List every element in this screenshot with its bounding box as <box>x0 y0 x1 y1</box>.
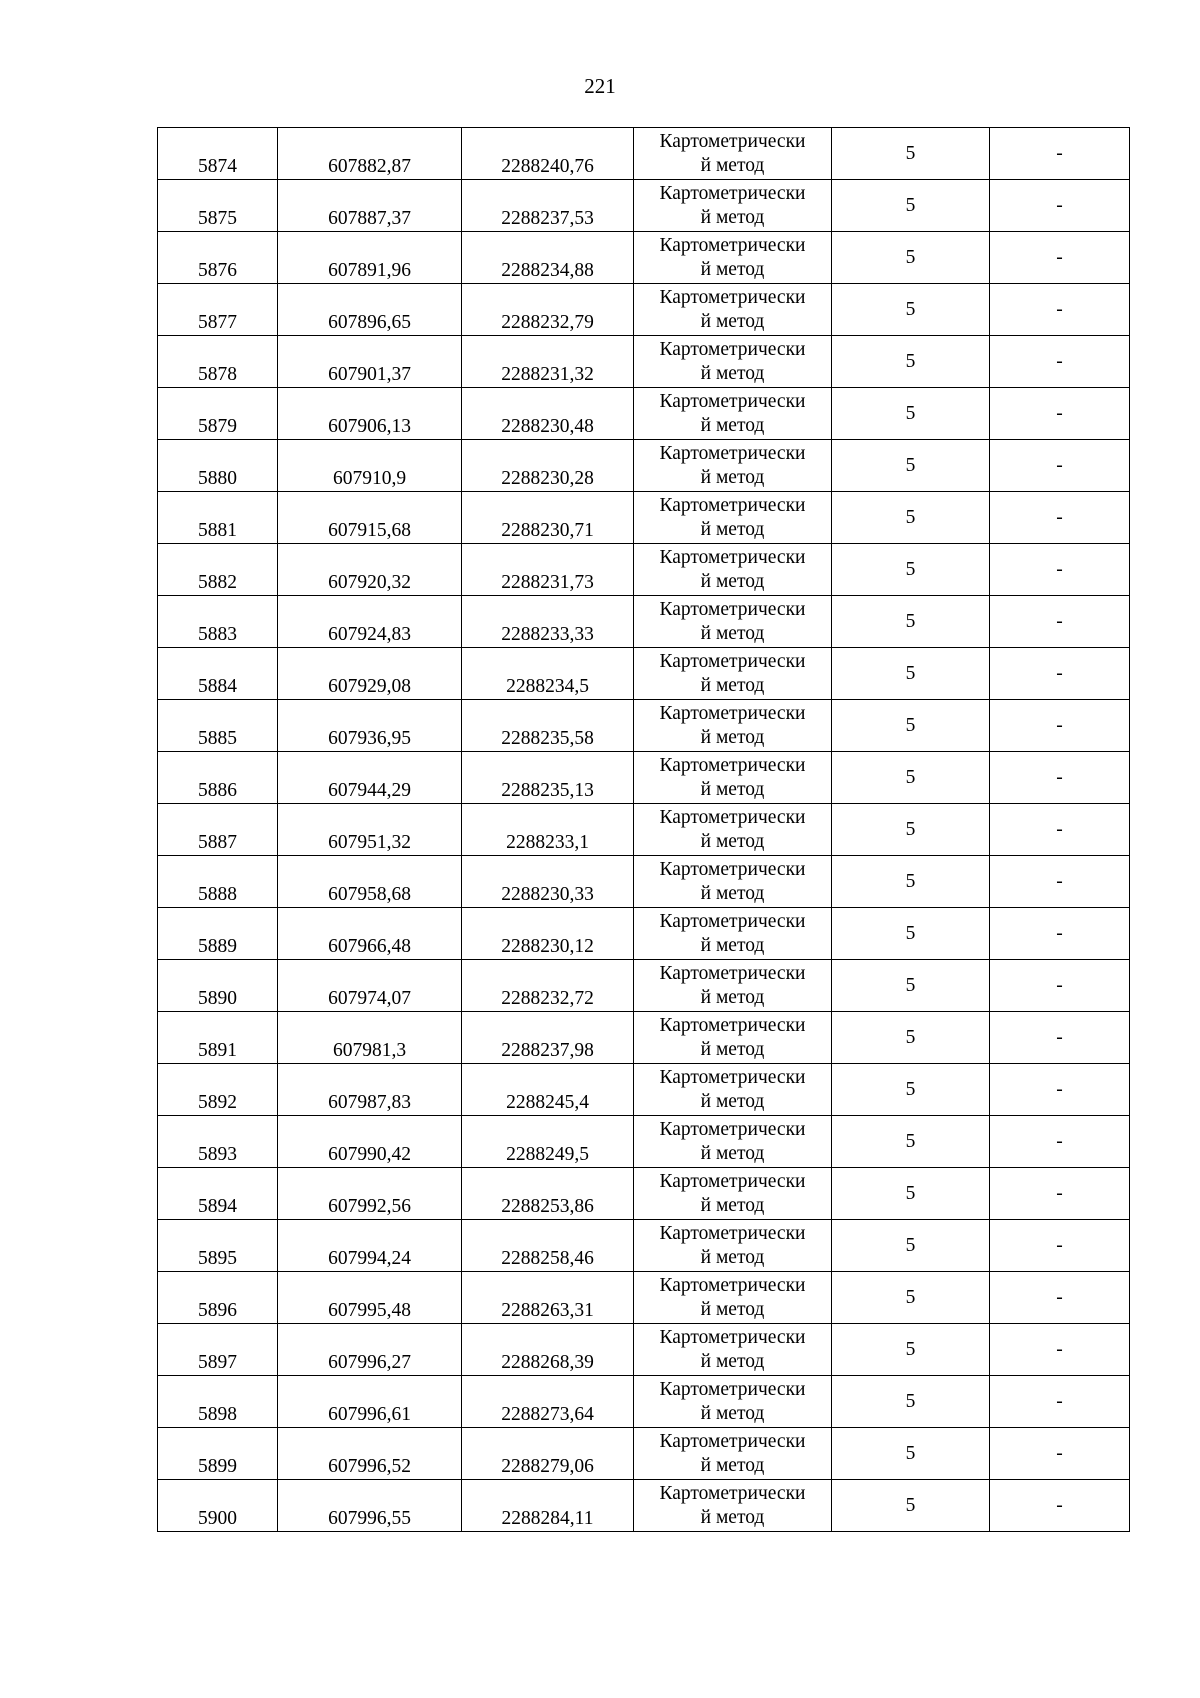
table-row <box>158 284 1130 336</box>
note-cell: - <box>990 1168 1130 1220</box>
method-line-1: Картометрически <box>659 1274 806 1296</box>
method-line-2: й метод <box>700 466 765 488</box>
accuracy-cell: 5 <box>832 700 990 752</box>
x-coordinate-cell: 607996,55 <box>278 1480 462 1532</box>
y-coordinate-cell: 2288237,98 <box>462 1012 634 1064</box>
y-coordinate-cell: 2288230,28 <box>462 440 634 492</box>
x-coordinate-cell: 607920,32 <box>278 544 462 596</box>
accuracy-cell: 5 <box>832 180 990 232</box>
point-number-cell: 5892 <box>158 1064 278 1116</box>
method-cell <box>634 1272 832 1324</box>
y-coordinate-cell: 2288231,73 <box>462 544 634 596</box>
x-coordinate-cell: 607995,48 <box>278 1272 462 1324</box>
note-cell: - <box>990 336 1130 388</box>
table-row <box>158 648 1130 700</box>
method-cell <box>634 284 832 336</box>
y-coordinate-cell: 2288235,58 <box>462 700 634 752</box>
method-cell <box>634 908 832 960</box>
table-row <box>158 1428 1130 1480</box>
method-line-1: Картометрически <box>659 234 806 256</box>
table-row <box>158 1168 1130 1220</box>
accuracy-cell: 5 <box>832 856 990 908</box>
method-line-1: Картометрически <box>659 1170 806 1192</box>
table-row <box>158 128 1130 180</box>
note-cell: - <box>990 1428 1130 1480</box>
y-coordinate-cell: 2288232,79 <box>462 284 634 336</box>
accuracy-cell: 5 <box>832 128 990 180</box>
method-line-1: Картометрически <box>659 650 806 672</box>
method-cell <box>634 388 832 440</box>
table-row <box>158 492 1130 544</box>
method-line-2: й метод <box>700 1506 765 1528</box>
note-cell: - <box>990 908 1130 960</box>
method-line-2: й метод <box>700 414 765 436</box>
accuracy-cell: 5 <box>832 1272 990 1324</box>
point-number-cell: 5894 <box>158 1168 278 1220</box>
note-cell: - <box>990 388 1130 440</box>
note-cell: - <box>990 804 1130 856</box>
method-line-1: Картометрически <box>659 806 806 828</box>
accuracy-cell: 5 <box>832 492 990 544</box>
method-line-2: й метод <box>700 1090 765 1112</box>
method-cell <box>634 752 832 804</box>
note-cell: - <box>990 960 1130 1012</box>
accuracy-cell: 5 <box>832 544 990 596</box>
method-line-2: й метод <box>700 778 765 800</box>
point-number-cell: 5875 <box>158 180 278 232</box>
method-cell <box>634 492 832 544</box>
method-line-2: й метод <box>700 726 765 748</box>
accuracy-cell: 5 <box>832 284 990 336</box>
method-line-1: Картометрически <box>659 1014 806 1036</box>
accuracy-cell: 5 <box>832 960 990 1012</box>
point-number-cell: 5890 <box>158 960 278 1012</box>
table-row <box>158 544 1130 596</box>
point-number-cell: 5893 <box>158 1116 278 1168</box>
point-number-cell: 5878 <box>158 336 278 388</box>
table-row <box>158 596 1130 648</box>
method-cell <box>634 1012 832 1064</box>
method-line-1: Картометрически <box>659 390 806 412</box>
table-row <box>158 1012 1130 1064</box>
x-coordinate-cell: 607990,42 <box>278 1116 462 1168</box>
table-row <box>158 1376 1130 1428</box>
x-coordinate-cell: 607981,3 <box>278 1012 462 1064</box>
method-line-2: й метод <box>700 934 765 956</box>
y-coordinate-cell: 2288258,46 <box>462 1220 634 1272</box>
table-row <box>158 180 1130 232</box>
accuracy-cell: 5 <box>832 1376 990 1428</box>
accuracy-cell: 5 <box>832 908 990 960</box>
point-number-cell: 5876 <box>158 232 278 284</box>
method-line-2: й метод <box>700 206 765 228</box>
x-coordinate-cell: 607992,56 <box>278 1168 462 1220</box>
x-coordinate-cell: 607996,52 <box>278 1428 462 1480</box>
y-coordinate-cell: 2288253,86 <box>462 1168 634 1220</box>
y-coordinate-cell: 2288232,72 <box>462 960 634 1012</box>
x-coordinate-cell: 607906,13 <box>278 388 462 440</box>
note-cell: - <box>990 700 1130 752</box>
x-coordinate-cell: 607887,37 <box>278 180 462 232</box>
method-cell <box>634 232 832 284</box>
method-cell <box>634 1116 832 1168</box>
x-coordinate-cell: 607915,68 <box>278 492 462 544</box>
table-row <box>158 388 1130 440</box>
point-number-cell: 5889 <box>158 908 278 960</box>
point-number-cell: 5899 <box>158 1428 278 1480</box>
coordinates-table <box>157 127 1130 1532</box>
table-body <box>158 128 1130 1532</box>
y-coordinate-cell: 2288233,33 <box>462 596 634 648</box>
y-coordinate-cell: 2288230,33 <box>462 856 634 908</box>
method-cell <box>634 1064 832 1116</box>
point-number-cell: 5896 <box>158 1272 278 1324</box>
method-line-1: Картометрически <box>659 494 806 516</box>
note-cell: - <box>990 856 1130 908</box>
note-cell: - <box>990 596 1130 648</box>
accuracy-cell: 5 <box>832 440 990 492</box>
method-line-2: й метод <box>700 518 765 540</box>
method-line-2: й метод <box>700 830 765 852</box>
method-cell <box>634 544 832 596</box>
note-cell: - <box>990 648 1130 700</box>
method-line-1: Картометрически <box>659 702 806 724</box>
x-coordinate-cell: 607958,68 <box>278 856 462 908</box>
method-cell <box>634 856 832 908</box>
y-coordinate-cell: 2288231,32 <box>462 336 634 388</box>
method-line-2: й метод <box>700 310 765 332</box>
point-number-cell: 5874 <box>158 128 278 180</box>
point-number-cell: 5884 <box>158 648 278 700</box>
x-coordinate-cell: 607929,08 <box>278 648 462 700</box>
y-coordinate-cell: 2288273,64 <box>462 1376 634 1428</box>
method-line-1: Картометрически <box>659 1118 806 1140</box>
y-coordinate-cell: 2288240,76 <box>462 128 634 180</box>
table-row <box>158 856 1130 908</box>
method-line-2: й метод <box>700 362 765 384</box>
accuracy-cell: 5 <box>832 1168 990 1220</box>
x-coordinate-cell: 607951,32 <box>278 804 462 856</box>
method-line-1: Картометрически <box>659 1378 806 1400</box>
note-cell: - <box>990 1272 1130 1324</box>
note-cell: - <box>990 180 1130 232</box>
note-cell: - <box>990 1064 1130 1116</box>
accuracy-cell: 5 <box>832 648 990 700</box>
method-cell <box>634 960 832 1012</box>
method-line-1: Картометрически <box>659 1482 806 1504</box>
method-line-1: Картометрически <box>659 442 806 464</box>
note-cell: - <box>990 1220 1130 1272</box>
note-cell: - <box>990 752 1130 804</box>
point-number-cell: 5897 <box>158 1324 278 1376</box>
point-number-cell: 5898 <box>158 1376 278 1428</box>
y-coordinate-cell: 2288249,5 <box>462 1116 634 1168</box>
y-coordinate-cell: 2288233,1 <box>462 804 634 856</box>
method-line-2: й метод <box>700 1454 765 1476</box>
method-line-1: Картометрически <box>659 182 806 204</box>
method-line-1: Картометрически <box>659 130 806 152</box>
x-coordinate-cell: 607996,61 <box>278 1376 462 1428</box>
y-coordinate-cell: 2288234,5 <box>462 648 634 700</box>
y-coordinate-cell: 2288245,4 <box>462 1064 634 1116</box>
method-cell <box>634 1480 832 1532</box>
y-coordinate-cell: 2288230,71 <box>462 492 634 544</box>
x-coordinate-cell: 607944,29 <box>278 752 462 804</box>
x-coordinate-cell: 607996,27 <box>278 1324 462 1376</box>
accuracy-cell: 5 <box>832 388 990 440</box>
accuracy-cell: 5 <box>832 1012 990 1064</box>
table-row <box>158 804 1130 856</box>
point-number-cell: 5883 <box>158 596 278 648</box>
note-cell: - <box>990 492 1130 544</box>
accuracy-cell: 5 <box>832 1116 990 1168</box>
note-cell: - <box>990 128 1130 180</box>
method-line-2: й метод <box>700 154 765 176</box>
y-coordinate-cell: 2288263,31 <box>462 1272 634 1324</box>
x-coordinate-cell: 607936,95 <box>278 700 462 752</box>
page-number: 221 <box>584 74 616 98</box>
table-row <box>158 1272 1130 1324</box>
point-number-cell: 5888 <box>158 856 278 908</box>
x-coordinate-cell: 607882,87 <box>278 128 462 180</box>
method-line-2: й метод <box>700 1298 765 1320</box>
method-cell <box>634 804 832 856</box>
table-row <box>158 440 1130 492</box>
point-number-cell: 5877 <box>158 284 278 336</box>
method-cell <box>634 128 832 180</box>
note-cell: - <box>990 1116 1130 1168</box>
y-coordinate-cell: 2288230,12 <box>462 908 634 960</box>
table-row <box>158 752 1130 804</box>
method-line-1: Картометрически <box>659 1066 806 1088</box>
method-line-2: й метод <box>700 1350 765 1372</box>
x-coordinate-cell: 607924,83 <box>278 596 462 648</box>
point-number-cell: 5886 <box>158 752 278 804</box>
table-row <box>158 1220 1130 1272</box>
table-row <box>158 1116 1130 1168</box>
y-coordinate-cell: 2288235,13 <box>462 752 634 804</box>
y-coordinate-cell: 2288234,88 <box>462 232 634 284</box>
method-cell <box>634 596 832 648</box>
x-coordinate-cell: 607987,83 <box>278 1064 462 1116</box>
point-number-cell: 5880 <box>158 440 278 492</box>
y-coordinate-cell: 2288230,48 <box>462 388 634 440</box>
note-cell: - <box>990 284 1130 336</box>
method-cell <box>634 440 832 492</box>
method-cell <box>634 1376 832 1428</box>
method-cell <box>634 1220 832 1272</box>
method-line-1: Картометрически <box>659 546 806 568</box>
method-line-1: Картометрически <box>659 1326 806 1348</box>
accuracy-cell: 5 <box>832 1428 990 1480</box>
table-row <box>158 1064 1130 1116</box>
method-line-2: й метод <box>700 622 765 644</box>
point-number-cell: 5885 <box>158 700 278 752</box>
method-line-1: Картометрически <box>659 910 806 932</box>
method-line-2: й метод <box>700 1246 765 1268</box>
method-cell <box>634 1428 832 1480</box>
x-coordinate-cell: 607896,65 <box>278 284 462 336</box>
method-line-2: й метод <box>700 570 765 592</box>
accuracy-cell: 5 <box>832 804 990 856</box>
table-row <box>158 700 1130 752</box>
x-coordinate-cell: 607966,48 <box>278 908 462 960</box>
method-line-1: Картометрически <box>659 286 806 308</box>
accuracy-cell: 5 <box>832 232 990 284</box>
table-row <box>158 960 1130 1012</box>
point-number-cell: 5887 <box>158 804 278 856</box>
method-cell <box>634 700 832 752</box>
method-cell <box>634 648 832 700</box>
method-line-2: й метод <box>700 1142 765 1164</box>
table-row <box>158 1480 1130 1532</box>
note-cell: - <box>990 1376 1130 1428</box>
accuracy-cell: 5 <box>832 752 990 804</box>
x-coordinate-cell: 607901,37 <box>278 336 462 388</box>
point-number-cell: 5895 <box>158 1220 278 1272</box>
method-line-1: Картометрически <box>659 754 806 776</box>
accuracy-cell: 5 <box>832 1324 990 1376</box>
x-coordinate-cell: 607974,07 <box>278 960 462 1012</box>
note-cell: - <box>990 1012 1130 1064</box>
method-line-1: Картометрически <box>659 598 806 620</box>
note-cell: - <box>990 544 1130 596</box>
accuracy-cell: 5 <box>832 1220 990 1272</box>
point-number-cell: 5882 <box>158 544 278 596</box>
y-coordinate-cell: 2288279,06 <box>462 1428 634 1480</box>
method-line-1: Картометрически <box>659 1430 806 1452</box>
method-cell <box>634 1168 832 1220</box>
method-line-1: Картометрически <box>659 338 806 360</box>
accuracy-cell: 5 <box>832 336 990 388</box>
x-coordinate-cell: 607910,9 <box>278 440 462 492</box>
table-row <box>158 1324 1130 1376</box>
method-line-2: й метод <box>700 1194 765 1216</box>
note-cell: - <box>990 440 1130 492</box>
method-cell <box>634 336 832 388</box>
method-line-2: й метод <box>700 1038 765 1060</box>
method-line-2: й метод <box>700 674 765 696</box>
method-line-1: Картометрически <box>659 1222 806 1244</box>
method-line-1: Картометрически <box>659 962 806 984</box>
method-line-2: й метод <box>700 986 765 1008</box>
point-number-cell: 5879 <box>158 388 278 440</box>
accuracy-cell: 5 <box>832 596 990 648</box>
accuracy-cell: 5 <box>832 1064 990 1116</box>
note-cell: - <box>990 232 1130 284</box>
y-coordinate-cell: 2288237,53 <box>462 180 634 232</box>
x-coordinate-cell: 607891,96 <box>278 232 462 284</box>
note-cell: - <box>990 1324 1130 1376</box>
point-number-cell: 5900 <box>158 1480 278 1532</box>
table-row <box>158 232 1130 284</box>
point-number-cell: 5881 <box>158 492 278 544</box>
method-line-1: Картометрически <box>659 858 806 880</box>
table-row <box>158 908 1130 960</box>
method-line-2: й метод <box>700 882 765 904</box>
y-coordinate-cell: 2288268,39 <box>462 1324 634 1376</box>
method-line-2: й метод <box>700 1402 765 1424</box>
note-cell: - <box>990 1480 1130 1532</box>
point-number-cell: 5891 <box>158 1012 278 1064</box>
accuracy-cell: 5 <box>832 1480 990 1532</box>
y-coordinate-cell: 2288284,11 <box>462 1480 634 1532</box>
table-row <box>158 336 1130 388</box>
method-cell <box>634 180 832 232</box>
method-line-2: й метод <box>700 258 765 280</box>
method-cell <box>634 1324 832 1376</box>
x-coordinate-cell: 607994,24 <box>278 1220 462 1272</box>
